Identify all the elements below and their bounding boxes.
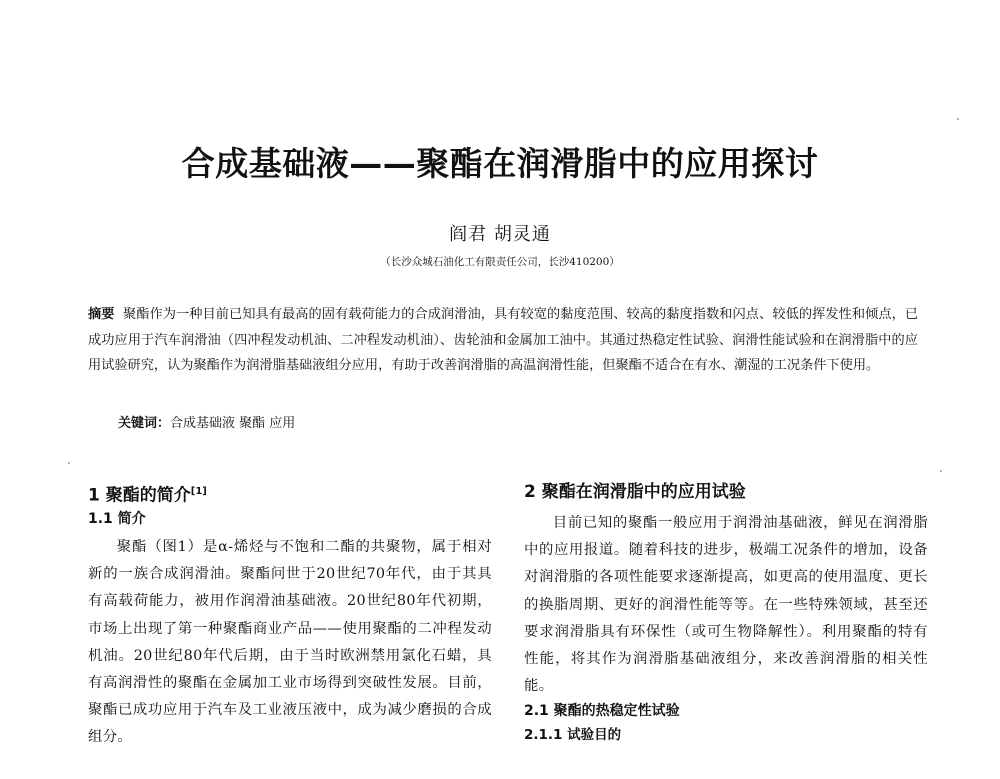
section2-heading: 2 聚酯在润滑脂中的应用试验 [524,482,746,502]
authors: 阎君 胡灵通 [449,224,551,245]
left-column [88,478,492,752]
scan-speck [940,470,942,472]
section1-heading-text: 1 聚酯的简介 [88,485,191,506]
section2-1-1-heading: 2.1.1 试验目的 [524,727,622,744]
scan-speck [68,462,70,464]
section1-heading [88,478,492,508]
abstract-text: 聚酯作为一种目前已知具有最高的固有载荷能力的合成润滑油，具有较宽的黏度范围、较高的黏度指数和闪点、较低的挥发性和倾点，已成功应用于汽车润滑油（四冲程发动机油、二冲程发动机油）、齿轮油和金属加工油中。其通过热稳定性试验、润滑性能试验和在润滑脂中的应用试验研究，认为聚酯作为润滑脂基础液组分应用，有助于改善润滑脂的高温润滑性能，但聚酯不适合在有水、潮湿的工况条件下使用。 [88,307,919,373]
keywords [118,412,295,431]
affiliation: （长沙众城石油化工有限责任公司，长沙410200） [380,256,620,268]
section2-paragraph: 目前已知的聚酯一般应用于润滑油基础液，鲜见在润滑脂中的应用报道。随着科技的进步，极端工况条件的增加，设备对润滑脂的各项性能要求逐渐提高，如更高的使用温度、更长的换脂周期、更好的润滑性能等等。在一些特殊领域，甚至还要求润滑脂具有环保性（或可生物降解性）。利用聚酯的特有性能，将其作为润滑脂基础液组分，来改善润滑脂的相关性能。 [524,515,928,695]
scan-speck [957,118,959,120]
keywords-text: 合成基础液 聚酯 应用 [170,416,296,431]
right-column [524,478,928,748]
abstract [88,302,918,379]
section2-1-heading: 2.1 聚酯的热稳定性试验 [524,703,680,720]
keywords-label: 关键词： [118,416,171,431]
reference-link[interactable]: [1] [190,486,207,497]
abstract-label: 摘要 [88,307,115,322]
paper-title: 合成基础液——聚酯在润滑脂中的应用探讨 [181,144,819,183]
section1-1-heading: 1.1 简介 [88,511,146,527]
section1-paragraph: 聚酯（图1）是α-烯烃与不饱和二酯的共聚物，属于相对新的一族合成润滑油。聚酯问世于20世纪70年代，由于其具有高载荷能力，被用作润滑油基础液。20世纪80年代初期，市场上出现了第一种聚酯商业产品——使用聚酯的二冲程发动机油。20世纪80年代后期，由于当时欧洲禁用氯化石蜡，具有高润滑性的聚酯在金属加工业市场得到突破性发展。目前，聚酯已成功应用于汽车及工业液压液中，成为减少磨损的合成组分。 [88,539,492,746]
